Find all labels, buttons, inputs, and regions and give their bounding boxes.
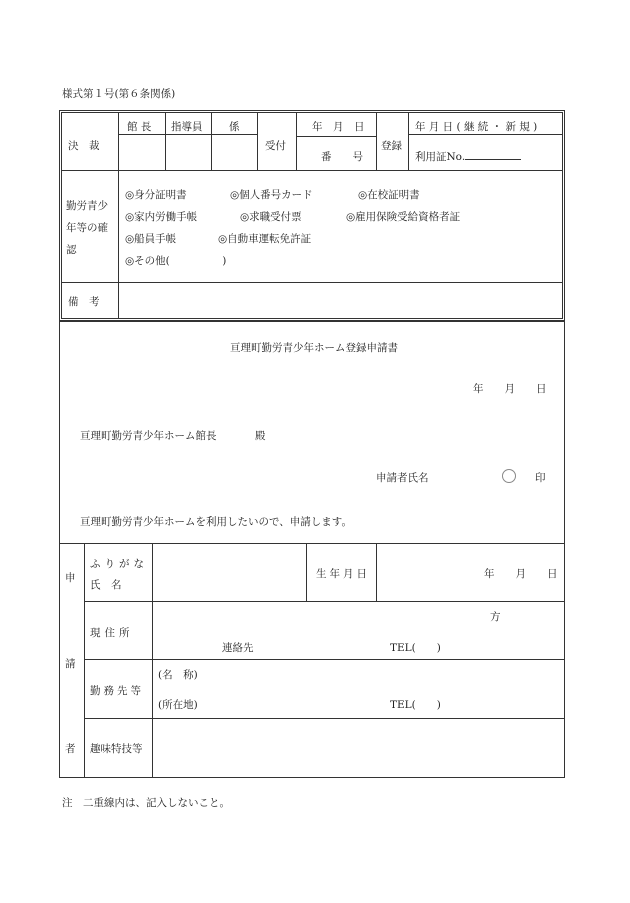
work-name-label: (名 称) [158,669,198,681]
seal-label: 印 [535,472,546,484]
footnote: 注 二重線内は、記入しないこと。 [62,797,230,809]
doc-item: ◎船員手帳 [125,233,177,245]
workplace-label: 勤務先等 [90,685,144,697]
applicant-name-label: 申請者氏名 [376,472,429,484]
work-location-label: (所在地) [158,699,198,711]
shidoin-label: 指導員 [171,121,203,133]
doc-item: ◎個人番号カード [230,189,313,201]
side-label-2: 請 [65,658,76,670]
uketsuke-label: 受付 [265,140,286,152]
form-number: 様式第１号(第６条関係) [62,88,176,100]
license-number: 利用証No. [415,149,521,164]
registration-date: 年 月 日 ( 継 続 ・ 新 規 ) [415,121,538,133]
work-tel: TEL( ) [390,699,441,711]
side-label-1: 申 [65,572,76,584]
kakari-label: 係 [229,121,240,133]
biko-label: 備 考 [68,296,100,308]
contact-label: 連絡先 [222,642,254,654]
statement: 亘理町勤労青少年ホームを利用したいので、申請します。 [80,516,352,528]
doc-item: ◎雇用保険受給資格者証 [346,211,461,223]
doc-item: ◎家内労働手帳 [125,211,198,223]
furigana-label: ふりがな [90,558,148,570]
application-title: 亘理町勤労青少年ホーム登録申請書 [230,342,398,354]
hobby-label: 趣味特技等 [90,743,143,755]
kessai-label: 決 裁 [68,140,100,152]
dono: 殿 [255,430,266,442]
seal-circle-icon [502,469,516,483]
address-tel: TEL( ) [390,642,441,654]
doc-item: ◎自動車運転免許証 [218,233,312,245]
name-label: 氏 名 [90,579,122,591]
confirm-label: 勤労青少年等の確認 [66,200,108,256]
addressee: 亘理町勤労青少年ホーム館長 [80,430,217,442]
doc-item: ◎求職受付票 [240,211,302,223]
address-label: 現住所 [90,627,134,639]
side-label-3: 者 [65,743,76,755]
doc-item: ◎身分証明書 [125,189,187,201]
birthdate-value: 年 月 日 [484,568,558,580]
toroku-label: 登録 [381,140,402,152]
receipt-number: 番 号 [321,151,363,163]
receipt-date: 年 月 日 [312,121,365,133]
birthdate-label: 生年月日 [316,568,370,580]
application-date: 年 月 日 [473,383,547,395]
kancho-label: 館 長 [127,121,152,133]
kata-label: 方 [490,611,501,623]
doc-item: ◎その他( ) [125,255,227,267]
doc-item: ◎在校証明書 [358,189,420,201]
